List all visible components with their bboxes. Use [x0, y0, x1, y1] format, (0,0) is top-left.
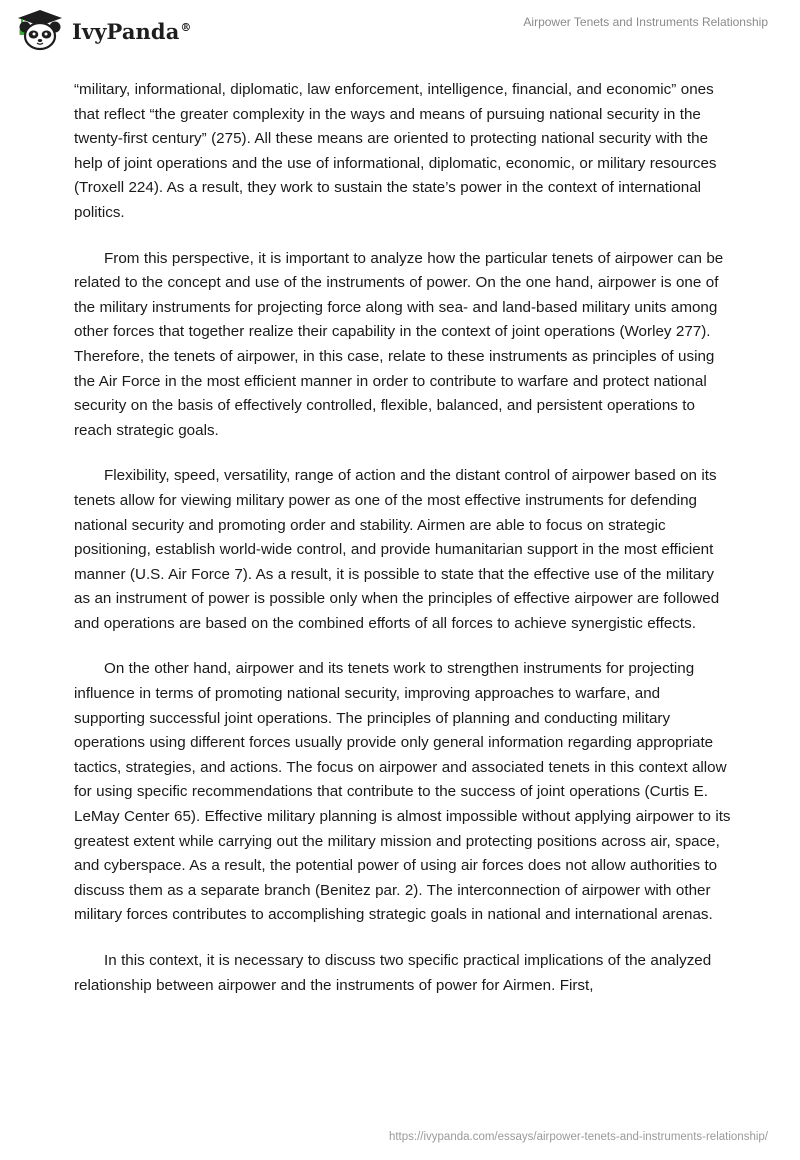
document-title: Airpower Tenets and Instruments Relationship: [523, 15, 768, 29]
paragraph: From this perspective, it is important to analyze how the particular tenets of airpower can be related to the concept and use of the instruments of power. On the one hand, airpower is one of the military instruments for projecting force along with sea- and land-based military units among other forces that together realize their capability in the context of joint operations (Worley 277). Therefore, the tenets of airpower, in this case, relate to these instruments as principles of using the Air Force in the most efficient manner in order to contribute to warfare and protect national security on the basis of effectively controlled, flexible, balanced, and persistent operations to reach strategic goals.: [74, 249, 724, 439]
brand-name: IvyPanda®: [72, 18, 192, 44]
panda-graduate-logo-icon: [14, 8, 66, 52]
brand-logo[interactable]: [14, 8, 192, 52]
page-header: [0, 0, 800, 60]
essay-body: [74, 78, 734, 1019]
paragraph: Flexibility, speed, versatility, range of action and the distant control of airpower based on its tenets allow for viewing military power as one of the most effective instruments for defending national security and promoting order and stability. Airmen are able to focus on strategic positioning, establish world-wide control, and provide humanitarian support in the most efficient manner (U.S. Air Force 7). As a result, it is possible to state that the effective use of the military as an instrument of power is possible only when the principles of effective airpower are followed and operations are based on the combined efforts of all forces to achieve synergistic effects.: [74, 467, 720, 632]
paragraph: “military, informational, diplomatic, law enforcement, intelligence, financial, and economic” ones that reflect “the greater complexity in the ways and means of pursuing national security in the twenty-first century” (275). All these means are oriented to protecting national security with the help of joint operations and the use of informational, diplomatic, economic, or military resources (Troxell 224). As a result, they work to sustain the state’s power in the context of international politics.: [74, 81, 717, 221]
paragraph: On the other hand, airpower and its tenets work to strengthen instruments for projecting influence in terms of promoting national security, improving approaches to warfare, and supporting successful joint operations. The principles of planning and conducting military operations using different forces usually provide only general information regarding appropriate tactics, strategies, and actions. The focus on airpower and associated tenets in this context allow for using specific recommendations that contribute to the success of joint operations (Curtis E. LeMay Center 65). Effective military planning is almost impossible without applying airpower to its greatest extent while carrying out the military mission and protecting positions across air, space, and cyberspace. As a result, the potential power of using air forces does not allow authorities to discuss them as a separate branch (Benitez par. 2). The interconnection of airpower with other military forces contributes to accomplishing strategic goals in national and international arenas.: [74, 660, 731, 924]
source-url[interactable]: https://ivypanda.com/essays/airpower-tenets-and-instruments-relationship/: [388, 1131, 768, 1143]
paragraph: In this context, it is necessary to discuss two specific practical implications of the analyzed relationship between airpower and the instruments of power for Airmen. First,: [74, 952, 712, 994]
